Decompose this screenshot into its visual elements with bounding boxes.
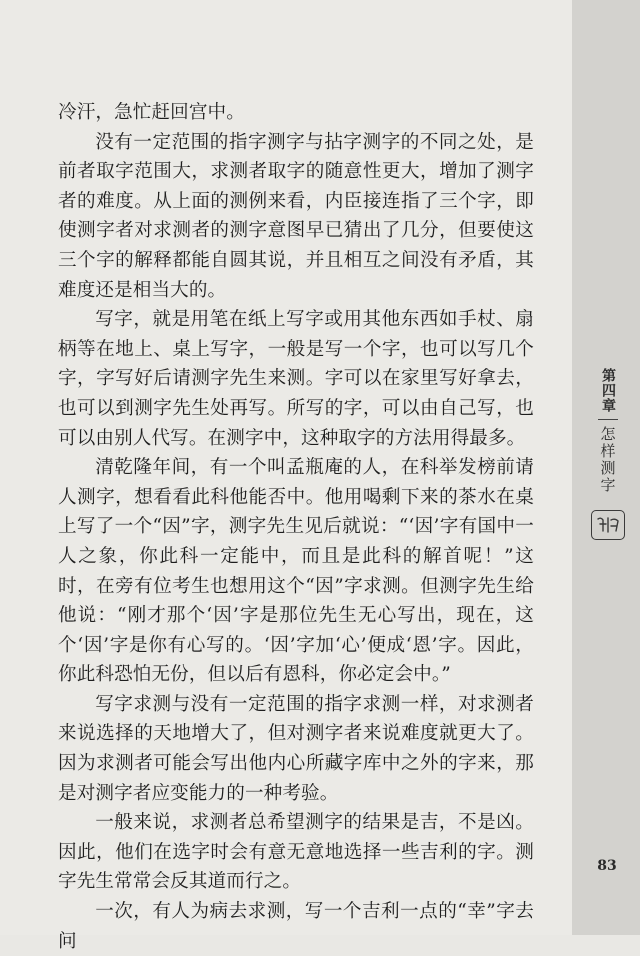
chapter-number: 第四章 <box>600 368 616 413</box>
chapter-title: 怎样测字 <box>598 426 617 494</box>
page-number: 83 <box>597 858 617 874</box>
paragraph: 一般来说，求测者总希望测字的结果是吉，不是凶。因此，他们在选字时会有意无意地选择一些吉利的字。测字先生常常会反其道而行之。 <box>58 812 534 893</box>
seal-stamp-icon <box>591 510 625 540</box>
paragraph: 一次，有人为病去求测，写一个吉利一点的“幸”字去问 <box>58 901 534 952</box>
paragraph: 清乾隆年间，有一个叫孟瓶庵的人，在科举发榜前请人测字，想看看此科他能否中。他用喝剩下来的茶水在桌上写了一个“因”字，测字先生见后就说：“‘因’字有国中一人之象，你此科一定能中，而且是此科的解首呢！”这时，在旁有位考生也想用这个“因”字求测。但测字先生给他说：“刚才那个‘因’字是那位先生无心写出，现在，这个‘因’字是你有心写的。‘因’字加‘心’便成‘恩’字。因此，你此科恐怕无份，但以后有恩科，你必定会中。” <box>58 457 534 686</box>
paragraph-continued: 冷汗，急忙赶回宫中。 <box>58 102 245 123</box>
chapter-tab <box>591 368 625 494</box>
paragraph: 没有一定范围的指字测字与拈字测字的不同之处，是前者取字范围大，求测者取字的随意性更大，增加了测字者的难度。从上面的测例来看，内臣接连指了三个字，即使测字者对求测者的测字意图早已猜出了几分，但要使这三个字的解释都能自圆其说，并且相互之间没有矛盾，其难度还是相当大的。 <box>58 131 534 301</box>
paragraph: 写字，就是用笔在纸上写字或用其他东西如手杖、扇柄等在地上、桌上写字，一般是写一个字，也可以写几个字，字写好后请测字先生来测。字可以在家里写好拿去，也可以到测字先生处再写。所写的字，可以由自己写，也可以由别人代写。在测字中，这种取字的方法用得最多。 <box>58 309 534 449</box>
body-text <box>58 98 534 956</box>
chapter-divider <box>598 419 618 420</box>
paragraph: 写字求测与没有一定范围的指字求测一样，对求测者来说选择的天地增大了，但对测字者来说难度就更大了。因为求测者可能会写出他内心所藏字库中之外的字来，那是对测字者应变能力的一种考验。 <box>58 693 534 804</box>
